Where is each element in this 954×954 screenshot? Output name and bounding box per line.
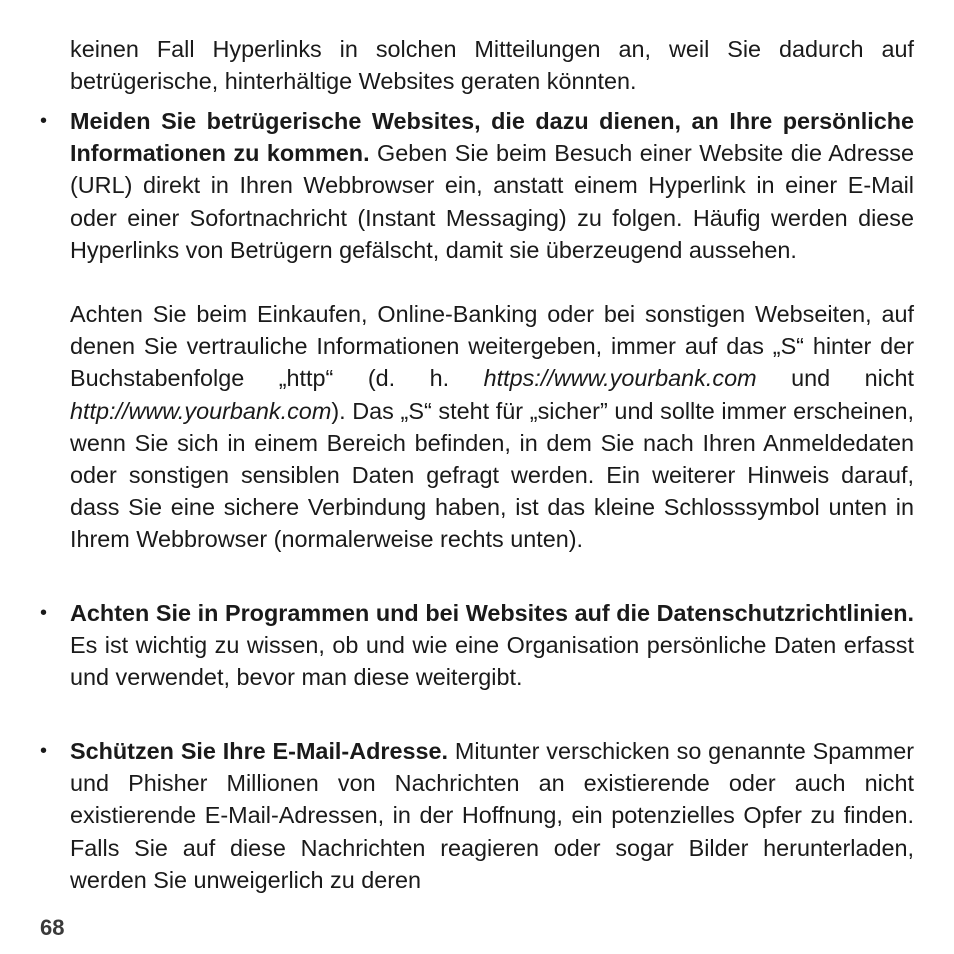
- bullet-body: Mitunter verschicken so genannte Spammer und Phisher Millionen von Nachrichten an existierende oder auch nicht existierende E-Mail-Adressen, in der Hoffnung, ein potenzielles Opfer zu finden. Falls Sie auf diese Nachrichten reagieren oder sogar Bilder herunterladen, werden Sie unweigerlich zu deren: [70, 738, 914, 893]
- bullet-marker: •: [40, 602, 48, 624]
- https-text-a: Achten Sie beim Einkaufen, Online-Banking oder bei sonstigen Webseiten, auf denen Sie vertrauliche Informationen weitergeben, immer auf das „S“ hinter der Buchstabenfolge „http“ (d. h.: [70, 301, 914, 392]
- secure-url-example: https://www.yourbank.com: [483, 365, 757, 392]
- bullet-body: Geben Sie beim Besuch einer Website die Adresse (URL) direkt in Ihren Webbrowser ein, anstatt einem Hyperlink in einer E-Mail oder einer Sofortnachricht (Instant Messaging) zu folgen. Häufig werden diese Hyperlinks von Betrügern gefälscht, damit sie überzeugend aussehen.: [70, 140, 914, 263]
- bullet-heading: Schützen Sie Ihre E-Mail-Adresse.: [70, 738, 449, 764]
- bullet-marker: •: [40, 110, 48, 132]
- bullet-paragraph-protect-email: [70, 735, 914, 896]
- bullet-paragraph-phishing-sites: [70, 105, 914, 266]
- bullet-heading: Achten Sie in Programmen und bei Websites auf die Datenschutzrichtlinien.: [70, 600, 914, 626]
- intro-paragraph: keinen Fall Hyperlinks in solchen Mitteilungen an, weil Sie dadurch auf betrügerische, hinterhältige Websites geraten könnten.: [70, 36, 914, 95]
- bullet-paragraph-privacy-policies: [70, 597, 914, 694]
- https-paragraph: [70, 298, 914, 556]
- insecure-url-example: http://www.yourbank.com: [70, 397, 332, 424]
- https-text-c: ). Das „S“ steht für „sicher” und sollte immer erscheinen, wenn Sie sich in einem Bereich befinden, in dem Sie nach Ihren Anmeldedaten oder sonstigen sensiblen Daten gefragt werden. Ein weiterer Hinweis darauf, dass Sie eine sichere Verbindung haben, ist das kleine Schlosssymbol unten in Ihrem Webbrowser (normalerweise rechts unten).: [70, 397, 914, 553]
- bullet-body: Es ist wichtig zu wissen, ob und wie eine Organisation persönliche Daten erfasst und verwendet, bevor man diese weitergibt.: [70, 632, 914, 691]
- bullet-heading: Meiden Sie betrügerische Websites, die dazu dienen, an Ihre persönliche Informationen zu kommen.: [70, 108, 914, 167]
- bullet-marker: •: [40, 740, 48, 762]
- https-text-b: und nicht: [756, 365, 914, 392]
- page-number: 68: [40, 915, 65, 940]
